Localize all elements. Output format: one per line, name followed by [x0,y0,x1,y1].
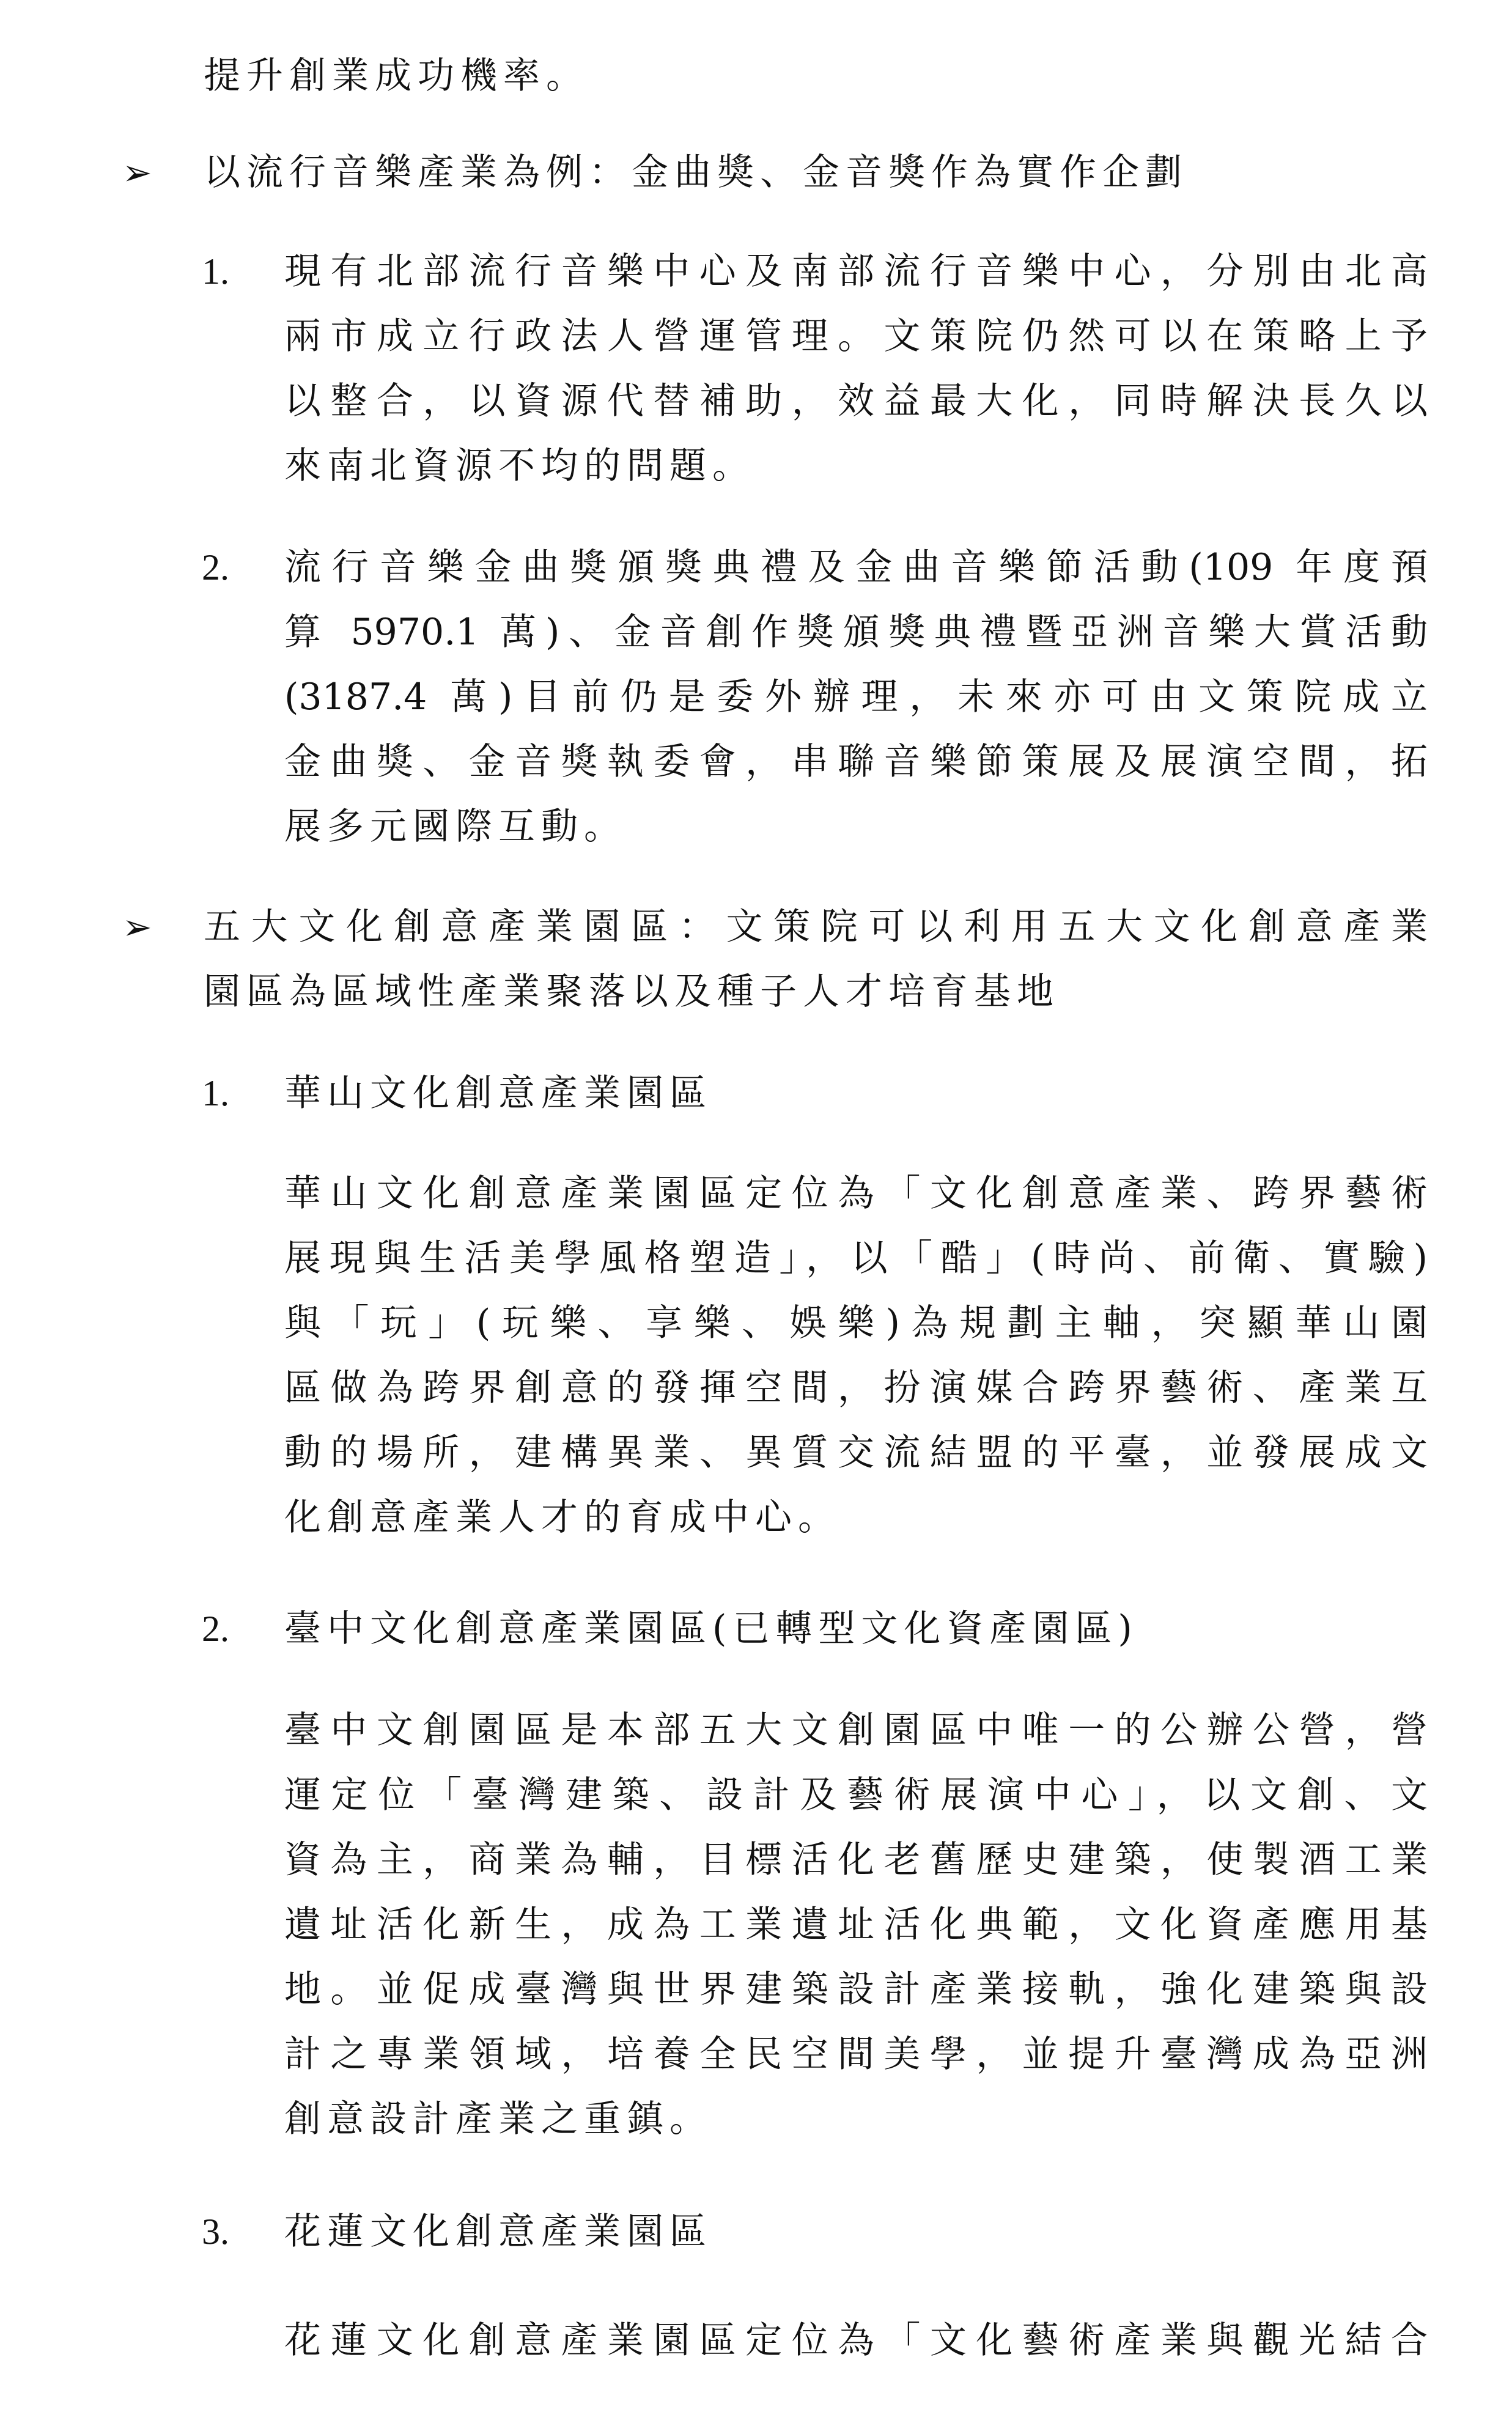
text-line: 遺址活化新生，成為工業遺址活化典範，文化資產應用基 [284,1903,1428,1946]
subsection-title: 花蓮文化創意產業園區 [284,2210,712,2253]
text-line: 花蓮文化創意產業園區定位為「文化藝術產業與觀光結合 [284,2319,1428,2362]
text-line: 現有北部流行音樂中心及南部流行音樂中心，分別由北高 [284,250,1428,293]
text-line: 算 5970.1 萬)、金音創作獎頒獎典禮暨亞洲音樂大賞活動 [284,611,1428,654]
text-line: 展多元國際互動。 [284,805,627,848]
subsection-title: 臺中文化創意產業園區(已轉型文化資產園區) [284,1607,1138,1650]
list-number: 2. [202,1609,229,1649]
text-line: 兩市成立行政法人營運管理。文策院仍然可以在策略上予 [284,315,1428,358]
text-line: 計之專業領域，培養全民空間美學，並提升臺灣成為亞洲 [284,2033,1428,2076]
subsection-title: 華山文化創意產業園區 [284,1072,712,1115]
arrowhead-bullet-icon: ➢ [122,906,152,948]
text-line: 動的場所，建構異業、異質交流結盟的平臺，並發展成文 [284,1431,1428,1474]
list-number: 1. [202,1073,229,1113]
text-line: 運定位「臺灣建築、設計及藝術展演中心」，以文創、文 [284,1774,1428,1816]
arrowhead-bullet-icon: ➢ [122,152,152,193]
text-line: 金曲獎、金音獎執委會，串聯音樂節策展及展演空間，拓 [284,740,1428,783]
section-heading: 園區為區域性產業聚落以及種子人才培育基地 [204,970,1060,1013]
text-line: 與「玩」(玩樂、享樂、娛樂)為規劃主軸，突顯華山園 [284,1302,1428,1344]
text-line: 展現與生活美學風格塑造」，以「酷」(時尚、前衛、實驗) [284,1237,1428,1280]
text-line: 地。並促成臺灣與世界建築設計產業接軌，強化建築與設 [284,1968,1428,2011]
section-heading: 以流行音樂產業為例：金曲獎、金音獎作為實作企劃 [204,151,1188,194]
section-heading: 五大文化創意產業園區：文策院可以利用五大文化創意產業 [204,905,1428,948]
text-line: 創意設計產業之重鎮。 [284,2098,712,2141]
text-line: 區做為跨界創意的發揮空間，扮演媒合跨界藝術、產業互 [284,1366,1428,1409]
text-line: (3187.4 萬)目前仍是委外辦理，未來亦可由文策院成立 [284,676,1428,718]
text-line: 以整合，以資源代替補助，效益最大化，同時解決長久以 [284,380,1428,422]
text-line: 化創意產業人才的育成中心。 [284,1496,841,1539]
text-line: 資為主，商業為輔，目標活化老舊歷史建築，使製酒工業 [284,1839,1428,1881]
list-number: 1. [202,251,229,292]
list-number: 2. [202,547,229,588]
text-line: 流行音樂金曲獎頒獎典禮及金曲音樂節活動(109 年度預 [284,546,1428,589]
text-line: 臺中文創園區是本部五大文創園區中唯一的公辦公營，營 [284,1709,1428,1752]
list-number: 3. [202,2211,229,2252]
text-line: 華山文化創意產業園區定位為「文化創意產業、跨界藝術 [284,1172,1428,1215]
text-line: 提升創業成功機率。 [204,54,589,97]
text-line: 來南北資源不均的問題。 [284,444,755,487]
